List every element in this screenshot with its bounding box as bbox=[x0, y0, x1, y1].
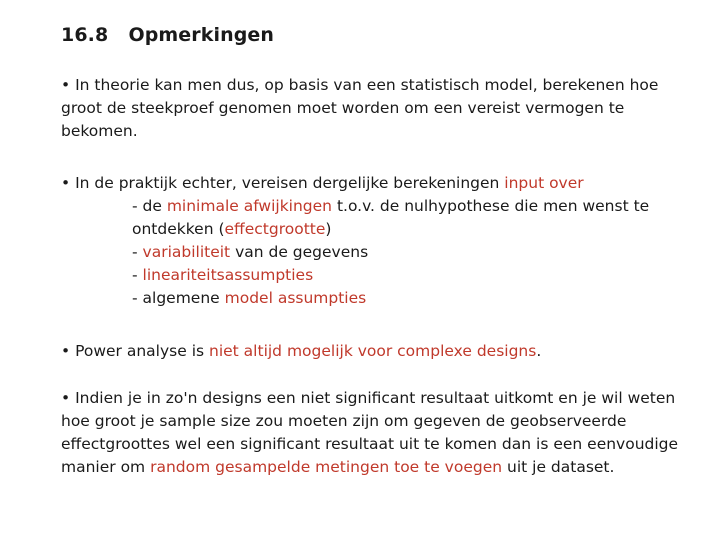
text-line bbox=[61, 387, 711, 410]
text-segment: uit je dataset. bbox=[502, 458, 615, 476]
text-segment: • Indien je in zo'n designs een niet significant resultaat uitkomt en je wil weten bbox=[61, 389, 676, 407]
slide-title bbox=[61, 24, 274, 46]
text-line bbox=[61, 410, 711, 433]
paragraph-practice bbox=[61, 172, 711, 310]
text-line bbox=[61, 340, 711, 363]
text-segment: • In theorie kan men dus, op basis van een statistisch model, berekenen hoe bbox=[61, 76, 659, 94]
text-line bbox=[61, 172, 711, 195]
text-line bbox=[61, 218, 711, 241]
highlighted-term: random gesampelde metingen toe te voegen bbox=[150, 458, 503, 476]
highlighted-term: effectgrootte bbox=[224, 220, 326, 238]
text-segment: • In de praktijk echter, vereisen dergelijke berekeningen bbox=[61, 174, 505, 192]
text-segment: - bbox=[132, 266, 143, 284]
text-line bbox=[61, 287, 711, 310]
text-line bbox=[61, 74, 711, 97]
text-segment: ) bbox=[325, 220, 332, 238]
text-segment: manier om bbox=[61, 458, 151, 476]
paragraph-theory bbox=[61, 74, 711, 143]
highlighted-term: model assumpties bbox=[224, 289, 367, 307]
highlighted-term: minimale afwijkingen bbox=[166, 197, 333, 215]
text-line bbox=[61, 195, 711, 218]
highlighted-term: input over bbox=[504, 174, 584, 192]
text-segment: . bbox=[536, 342, 542, 360]
paragraph-sample-size bbox=[61, 387, 711, 479]
text-segment: ontdekken ( bbox=[132, 220, 225, 238]
text-segment: - bbox=[132, 243, 143, 261]
text-segment: • Power analyse is bbox=[61, 342, 210, 360]
section-title: Opmerkingen bbox=[128, 24, 275, 46]
text-segment: bekomen. bbox=[61, 122, 138, 140]
paragraph-power-analysis bbox=[61, 340, 711, 363]
text-segment: effectgroottes wel een significant resultaat uit te komen dan is een eenvoudige bbox=[61, 435, 679, 453]
text-segment: hoe groot je sample size zou moeten zijn om gegeven de geobserveerde bbox=[61, 412, 627, 430]
text-line bbox=[61, 97, 711, 120]
text-segment: - algemene bbox=[132, 289, 225, 307]
text-line bbox=[61, 456, 711, 479]
highlighted-term: lineariteitsassumpties bbox=[142, 266, 314, 284]
text-segment: t.o.v. de nulhypothese die men wenst te bbox=[332, 197, 650, 215]
text-line bbox=[61, 264, 711, 287]
highlighted-term: niet altijd mogelijk voor complexe designs bbox=[209, 342, 537, 360]
highlighted-term: variabiliteit bbox=[142, 243, 231, 261]
text-segment: groot de steekproef genomen moet worden om een vereist vermogen te bbox=[61, 99, 625, 117]
text-segment: van de gegevens bbox=[230, 243, 369, 261]
text-line bbox=[61, 241, 711, 264]
text-segment: - de bbox=[132, 197, 167, 215]
text-line bbox=[61, 120, 711, 143]
text-line bbox=[61, 433, 711, 456]
section-number: 16.8 bbox=[61, 24, 109, 46]
